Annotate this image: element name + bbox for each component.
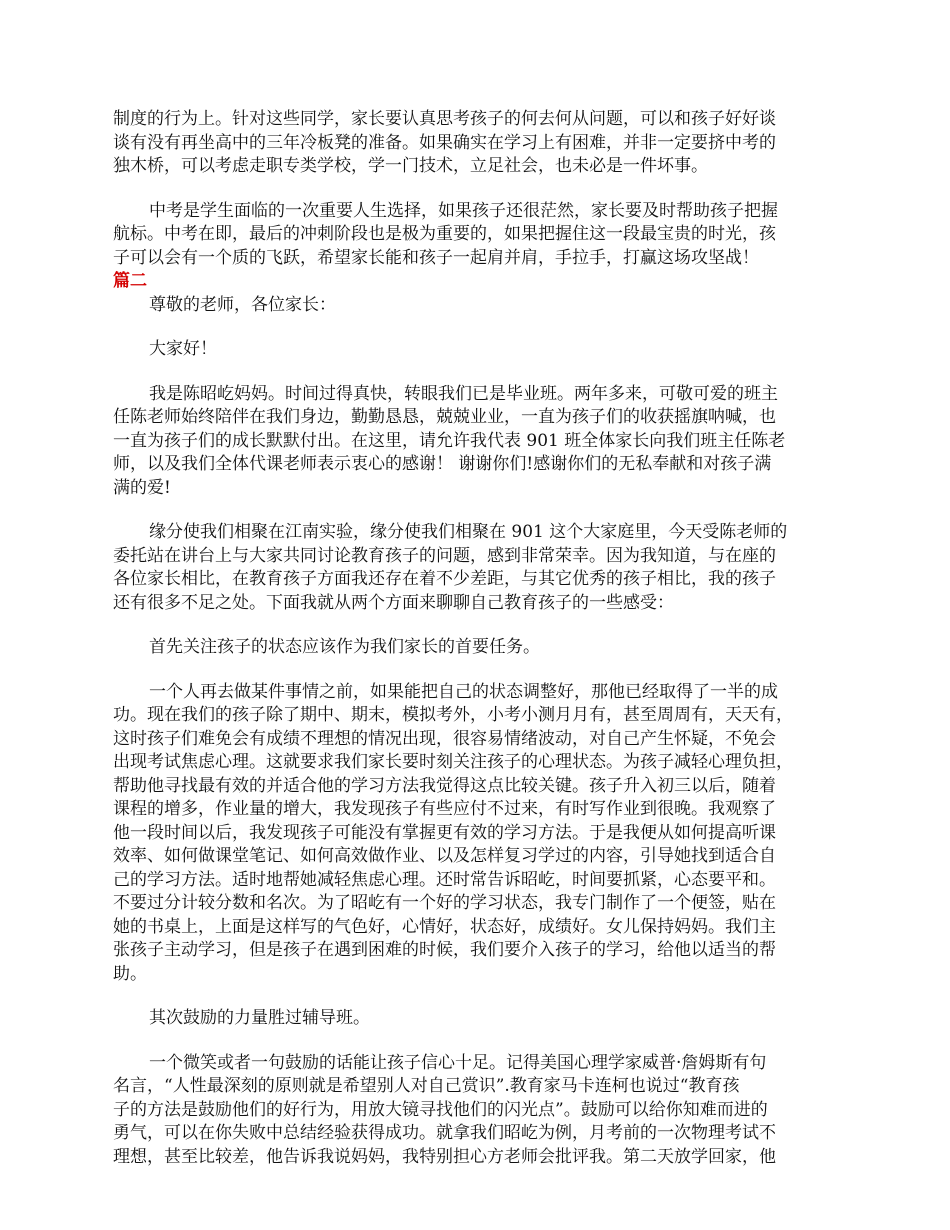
text-line: 名言，“人性最深刻的原则就是希望别人对自己赏识”.教育家马卡连柯也说过“教育孩 — [113, 1076, 740, 1096]
paragraph-1 — [113, 108, 841, 179]
text-line: 各位家长相比，在教育孩子方面我还存在着不少差距，与其它优秀的孩子相比，我的孩子 — [113, 569, 776, 589]
text-line: 委托站在讲台上与大家共同讨论教育孩子的问题，感到非常荣幸。因为我知道，与在座的 — [113, 545, 776, 566]
paragraph-5: 首先关注孩子的状态应该作为我们家长的首要任务。 — [149, 637, 540, 657]
text-line: 出现考试焦虑心理。这就要求我们家长要时刻关注孩子的心理状态。为孩子减轻心理负担， — [113, 752, 793, 772]
salutation: 大家好！ — [149, 339, 217, 359]
text-line: 一个微笑或者一句鼓励的话能让孩子信心十足。记得美国心理学家威普·詹姆斯有句 — [149, 1052, 767, 1073]
text-line: 功。现在我们的孩子除了期中、期末，模拟考外，小考小测月月有，甚至周周有，天天有， — [113, 705, 793, 725]
text-line: 航标。中考在即，最后的冲刺阶段也是极为重要的，如果把握住这一段最宝贵的时光，孩 — [113, 224, 776, 244]
text-line: 助。 — [113, 963, 147, 984]
document-page — [113, 108, 841, 1169]
paragraph-2 — [113, 200, 841, 271]
paragraph-4 — [113, 521, 841, 615]
text-line: 独木桥，可以考虑走职专类学校，学一门技术，立足社会，也未必是一件坏事。 — [113, 156, 708, 176]
text-line: 理想，甚至比较差，他告诉我说妈妈，我特别担心方老师会批评我。第二天放学回家，他 — [113, 1146, 776, 1167]
greeting: 尊敬的老师，各位家长： — [149, 294, 336, 315]
text-line: 不要过分计较分数和名次。为了昭屹有一个好的学习状态，我专门制作了一个便签，贴在 — [113, 893, 776, 913]
text-line: 张孩子主动学习，但是孩子在遇到困难的时候，我们要介入孩子的学习，给他以适当的帮 — [113, 940, 776, 960]
text-line: 己的学习方法。适时地帮她减轻焦虑心理。还时常告诉昭屹，时间要抓紧，心态要平和。 — [113, 869, 776, 890]
text-line: 缘分使我们相聚在江南实验，缘分使我们相聚在 901 这个大家庭里，今天受陈老师的 — [149, 522, 788, 542]
text-line: 子可以会有一个质的飞跃，希望家长能和孩子一起肩并肩，手拉手，打赢这场攻坚战！ — [113, 247, 759, 268]
text-line: 她的书桌上，上面是这样写的气色好，心情好，状态好，成绩好。女儿保持妈妈。我们主 — [113, 916, 776, 937]
paragraph-8 — [113, 1052, 841, 1170]
text-line: 任陈老师始终陪伴在我们身边，勤勤恳恳，兢兢业业，一直为孩子们的收获摇旗呐喊，也 — [113, 407, 776, 427]
text-line: 我是陈昭屹妈妈。时间过得真快，转眼我们已是毕业班。两年多来，可敬可爱的班主 — [149, 383, 778, 404]
text-line: 满的爱! — [113, 477, 171, 498]
text-line: 谈有没有再坐高中的三年冷板凳的准备。如果确实在学习上有困难，并非一定要挤中考的 — [113, 132, 776, 153]
text-line: 还有很多不足之处。下面我就从两个方面来聊聊自己教育孩子的一些感受： — [113, 592, 674, 613]
text-line: 子的方法是鼓励他们的好行为，用放大镜寻找他们的闪光点”。鼓励可以给你知难而进的 — [113, 1099, 768, 1120]
paragraph-7: 其次鼓励的力量胜过辅导班。 — [149, 1008, 370, 1028]
paragraph-6 — [113, 681, 841, 987]
text-line: 课程的增多，作业量的增大，我发现孩子有些应付不过来，有时写作业到很晚。我观察了 — [113, 799, 776, 819]
text-line: 一个人再去做某件事情之前，如果能把自己的状态调整好，那他已经取得了一半的成 — [149, 681, 778, 702]
text-line: 师，以及我们全体代课老师表示衷心的感谢！ 谢谢你们!感谢你们的无私奉献和对孩子满 — [113, 454, 772, 474]
text-line: 这时孩子们难免会有成绩不理想的情况出现，很容易情绪波动，对自己产生怀疑，不免会 — [113, 728, 776, 749]
text-line: 制度的行为上。针对这些同学，家长要认真思考孩子的何去何从问题，可以和孩子好好谈 — [113, 109, 776, 129]
text-line: 效率、如何做课堂笔记、如何高效做作业、以及怎样复习学过的内容，引导她找到适合自 — [113, 846, 776, 866]
text-line: 一直为孩子们的成长默默付出。在这里，请允许我代表 901 班全体家长向我们班主任陈老 — [113, 430, 786, 451]
text-line: 他一段时间以后，我发现孩子可能没有掌握更有效的学习方法。于是我便从如何提高听课 — [113, 822, 776, 843]
text-line: 帮助他寻找最有效的并适合他的学习方法我觉得这点比较关键。孩子升入初三以后，随着 — [113, 775, 776, 796]
section-title: 篇二 — [113, 271, 147, 291]
paragraph-3 — [113, 383, 841, 501]
text-line: 中考是学生面临的一次重要人生选择，如果孩子还很茫然，家长要及时帮助孩子把握 — [149, 200, 778, 221]
text-line: 勇气，可以在你失败中总结经验获得成功。就拿我们昭屹为例，月考前的一次物理考试不 — [113, 1123, 776, 1143]
